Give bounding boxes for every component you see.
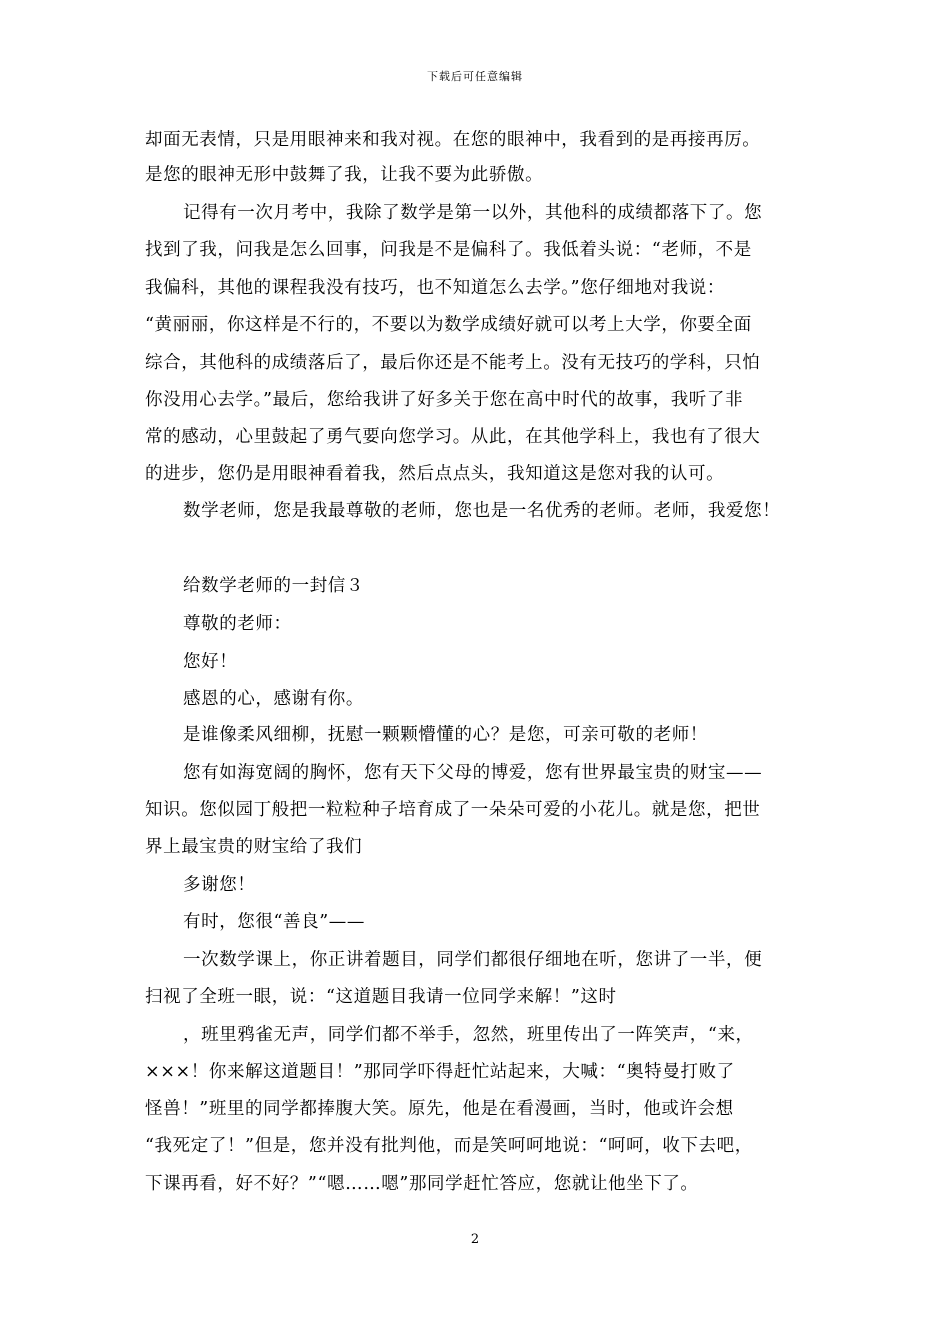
text-line: 下课再看，好不好？”“嗯……嗯”那同学赶忙答应，您就让他坐下了。 (145, 1174, 699, 1194)
text-line: 界上最宝贵的财宝给了我们 (145, 837, 363, 857)
text-line: 常的感动，心里鼓起了勇气要向您学习。从此，在其他学科上，我也有了很大 (145, 427, 761, 447)
paragraph-start: ，班里鸦雀无声，同学们都不举手，忽然，班里传出了一阵笑声，“来， (183, 1025, 754, 1045)
paragraph-start: 感恩的心，感谢有你。 (183, 689, 364, 709)
text-line: 我偏科，其他的课程我没有技巧，也不知道怎么去学。”您仔细地对我说： (145, 278, 725, 298)
text-line: 是您的眼神无形中鼓舞了我，让我不要为此骄傲。 (145, 165, 544, 185)
section-title: 给数学老师的一封信３ (183, 576, 364, 596)
text-line: 扫视了全班一眼，说：“这道题目我请一位同学来解！”这时 (145, 987, 617, 1007)
text-line: 却面无表情，只是用眼神来和我对视。在您的眼神中，我看到的是再接再厉。 (145, 130, 761, 150)
text-line: 找到了我，问我是怎么回事，问我是不是偏科了。我低着头说：“老师，不是 (145, 240, 752, 260)
text-line: 你没用心去学。”最后，您给我讲了好多关于您在高中时代的故事，我听了非 (145, 390, 744, 410)
paragraph-start: 数学老师，您是我最尊敬的老师，您也是一名优秀的老师。老师，我爱您！ (183, 501, 781, 521)
text-line: 知识。您似园丁般把一粒粒种子培育成了一朵朵可爱的小花儿。就是您，把世 (145, 800, 761, 820)
paragraph-start: 您有如海宽阔的胸怀，您有天下父母的博爱，您有世界最宝贵的财宝—— (183, 763, 763, 783)
text-line: “黄丽丽，你这样是不行的，不要以为数学成绩好就可以考上大学，你要全面 (145, 315, 752, 335)
text-line: 综合，其他科的成绩落后了，最后你还是不能考上。没有无技巧的学科，只怕 (145, 353, 761, 373)
salutation: 尊敬的老师： (183, 614, 292, 634)
text-line: “我死定了！”但是，您并没有批判他，而是笑呵呵地说：“呵呵，收下去吧， (145, 1136, 753, 1156)
paragraph-start: 多谢您！ (183, 875, 256, 895)
text-line: 怪兽！”班里的同学都捧腹大笑。原先，他是在看漫画，当时，他或许会想 (145, 1099, 734, 1119)
paragraph-start: 一次数学课上，你正讲着题目，同学们都很仔细地在听，您讲了一半，便 (183, 950, 763, 970)
page-header: 下载后可任意编辑 (427, 70, 523, 83)
page-number: 2 (470, 1232, 480, 1247)
paragraph-start: 记得有一次月考中，我除了数学是第一以外，其他科的成绩都落下了。您 (183, 203, 763, 223)
paragraph-start: 是谁像柔风细柳，抚慰一颗颗懵懂的心？是您，可亲可敬的老师！ (183, 725, 708, 745)
text-line: ×××！你来解这道题目！”那同学吓得赶忙站起来，大喊：“奥特曼打败了 (145, 1062, 735, 1082)
greeting: 您好！ (183, 652, 238, 672)
paragraph-start: 有时，您很“善良”—— (183, 912, 365, 932)
text-line: 的进步，您仍是用眼神看着我，然后点点头，我知道这是您对我的认可。 (145, 464, 725, 484)
